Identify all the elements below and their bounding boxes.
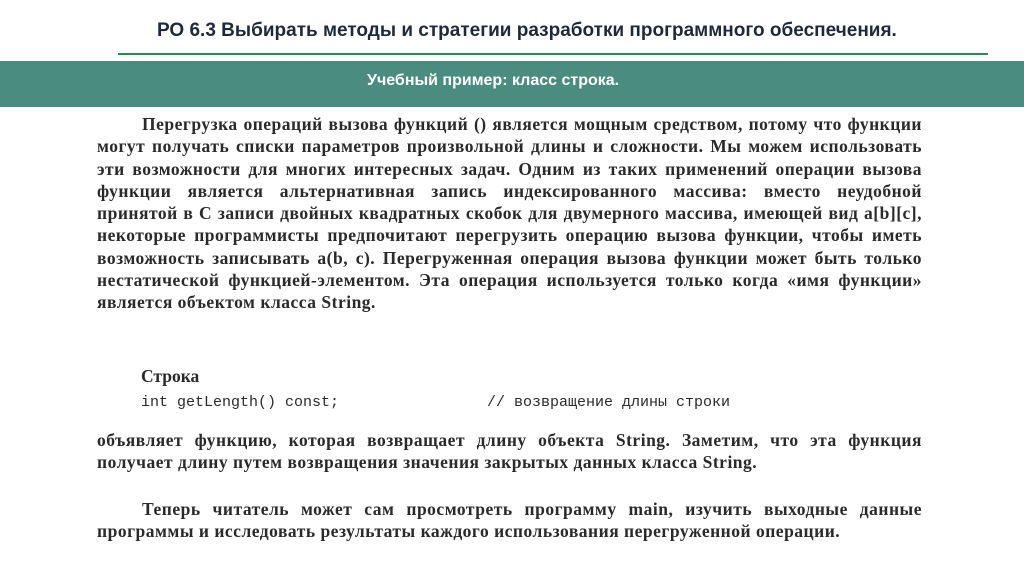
code-comment: // возвращение длины строки <box>487 394 731 411</box>
paragraph-intro <box>97 113 922 314</box>
title-divider <box>118 53 988 55</box>
paragraph-intro-text: Перегрузка операций вызова функций () является мощным средством, потому что функции могут получать списки параметров произвольной длины и сложности. Мы можем использовать эти возможности для многих интересных задач. Одним из таких применений операции вызова функции является альтернативная запись индексированного массива: вместо неудобной принятой в С записи двойных квадратных скобок для двумерного массива, имеющей вид a[b][c], некоторые программисты предпочитают перегрузить операцию вызова функции, чтобы иметь возможность записывать a(b, c). Перегруженная операция вызова функции может быть только нестатической функцией-элементом. Эта операция используется только когда «имя функции» является объектом класса String. <box>97 114 922 313</box>
paragraph-conclusion <box>97 498 922 543</box>
slide-title: РО 6.3 Выбирать методы и стратегии разработки программного обеспечения. <box>157 20 897 41</box>
paragraph-conclusion-text: Теперь читатель может сам просмотреть программу main, изучить выходные данные программы и исследовать результаты каждого использования перегруженной операции. <box>97 499 922 542</box>
banner-title: Учебный пример: класс строка. <box>367 72 620 89</box>
paragraph-explanation: объявляет функцию, которая возвращает длину объекта String. Заметим, что эта функция получает длину путем возвращения значения закрытых данных класса String. <box>97 430 922 473</box>
example-label: Строка <box>141 366 200 386</box>
code-declaration: int getLength() const; <box>141 394 340 411</box>
